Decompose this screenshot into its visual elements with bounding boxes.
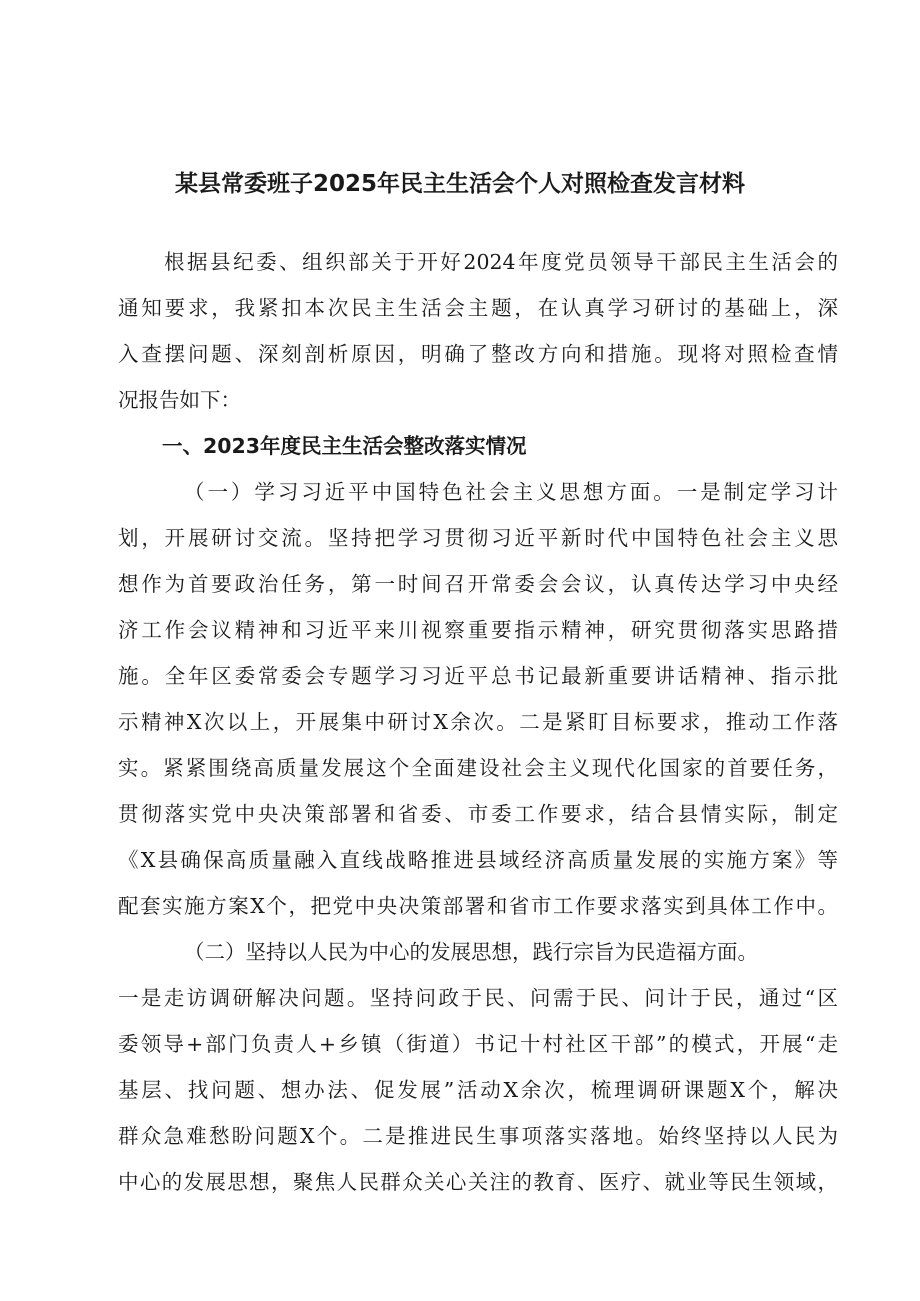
paragraph-line: 济工作会议精神和习近平来川视察重要指示精神，研究贯彻落实思路措: [118, 618, 838, 642]
paragraph-line: 群众急难愁盼问题X个。二是推进民生事项落实落地。始终坚持以人民为: [118, 1124, 838, 1148]
paragraph-line: 况报告如下：: [118, 388, 241, 412]
paragraph-line: 想作为首要政治任务，第一时间召开常委会会议，认真传达学习中央经: [118, 572, 838, 596]
paragraph-line: 配套实施方案X个，把党中央决策部署和省市工作要求落实到具体工作中。: [118, 894, 838, 918]
paragraph-line: 一是走访调研解决问题。坚持问政于民、问需于民、问计于民，通过“区: [118, 986, 838, 1010]
section-heading: 一、2023年度民主生活会整改落实情况: [162, 434, 527, 458]
paragraph-line: 划，开展研讨交流。坚持把学习贯彻习近平新时代中国特色社会主义思: [118, 526, 838, 550]
paragraph-line: 委领导+部门负责人+乡镇（街道）书记十村社区干部”的模式，开展“走: [118, 1032, 838, 1056]
paragraph-line: 《X县确保高质量融入直线战略推进县域经济高质量发展的实施方案》等: [118, 848, 838, 872]
paragraph-line: 施。全年区委常委会专题学习习近平总书记最新重要讲话精神、指示批: [118, 664, 838, 688]
paragraph-line: 贯彻落实党中央决策部署和省委、市委工作要求，结合县情实际，制定: [118, 802, 838, 826]
paragraph-line: 入查摆问题、深刻剖析原因，明确了整改方向和措施。现将对照检查情: [118, 342, 838, 366]
paragraph-line: 中心的发展思想，聚焦人民群众关心关注的教育、医疗、就业等民生领域，: [118, 1170, 838, 1194]
paragraph-line: （二）坚持以人民为中心的发展思想，践行宗旨为民造福方面。: [184, 940, 758, 964]
paragraph-line: 通知要求，我紧扣本次民主生活会主题，在认真学习研讨的基础上，深: [118, 296, 838, 320]
paragraph-line: 根据县纪委、组织部关于开好2024年度党员领导干部民主生活会的: [164, 250, 838, 274]
paragraph-line: 基层、找问题、想办法、促发展”活动X余次，梳理调研课题X个，解决: [118, 1078, 838, 1102]
paragraph-line: 示精神X次以上，开展集中研讨X余次。二是紧盯目标要求，推动工作落: [118, 710, 838, 734]
paragraph-line: （一）学习习近平中国特色社会主义思想方面。一是制定学习计: [184, 480, 838, 504]
paragraph-line: 实。紧紧围绕高质量发展这个全面建设社会主义现代化国家的首要任务，: [118, 756, 838, 780]
document-title: 某县常委班子2025年民主生活会个人对照检查发言材料: [174, 171, 745, 197]
